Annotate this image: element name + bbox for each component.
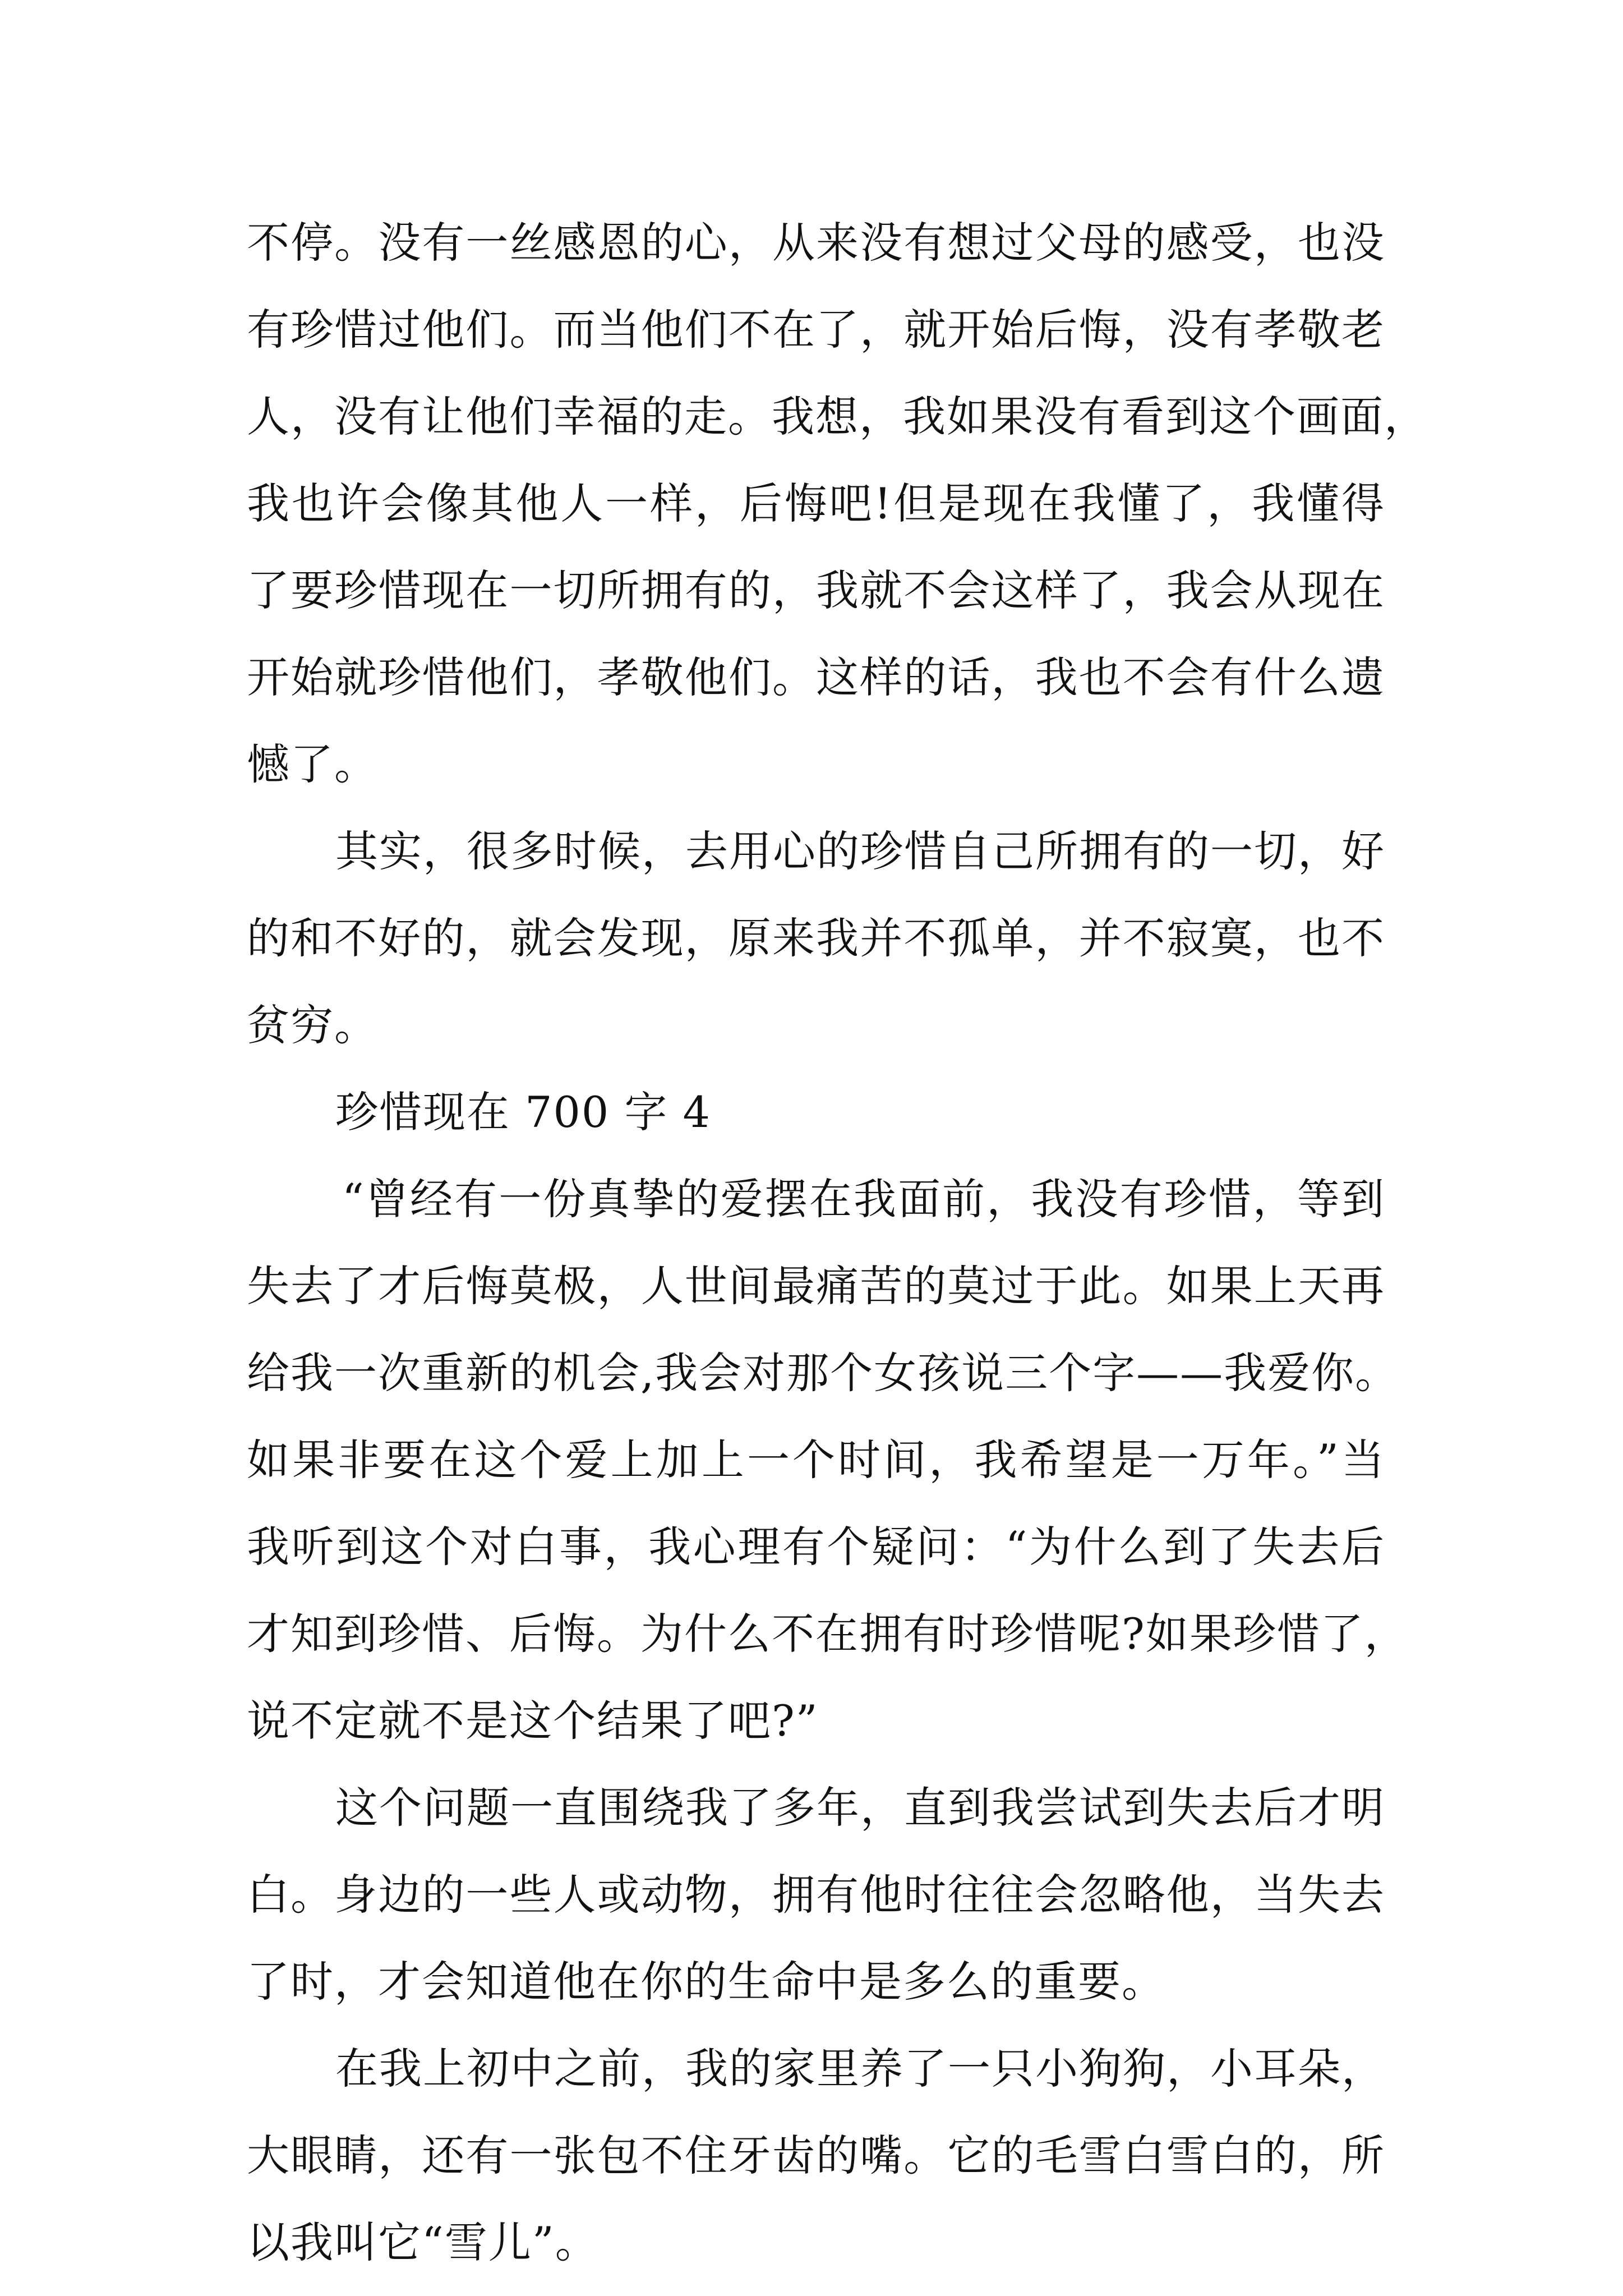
text-line: 人，没有让他们幸福的走。我想，我如果没有看到这个画面，: [247, 392, 1428, 441]
text-line: 大眼睛，还有一张包不住牙齿的嘴。它的毛雪白雪白的，所: [247, 2131, 1385, 2180]
text-line: 开始就珍惜他们，孝敬他们。这样的话，我也不会有什么遗: [247, 652, 1385, 702]
text-line: 了要珍惜现在一切所拥有的，我就不会这样了，我会从现在: [247, 565, 1385, 615]
text-line: 的和不好的，就会发现，原来我并不孤单，并不寂寞，也不: [247, 913, 1385, 963]
paragraph-first-line: 其实，很多时候，去用心的珍惜自己所拥有的一切，好: [335, 826, 1385, 876]
text-line: 给我一次重新的机会,我会对那个女孩说三个字——我爱你。: [247, 1348, 1399, 1398]
section-heading: 珍惜现在 700 字 4: [335, 1087, 711, 1137]
text-line: 了时，才会知道他在你的生命中是多么的重要。: [247, 1957, 1165, 2007]
text-line: 失去了才后悔莫极，人世间最痛苦的莫过于此。如果上天再: [247, 1261, 1385, 1311]
paragraph-first-line: 在我上初中之前，我的家里养了一只小狗狗，小耳朵，: [335, 2044, 1385, 2093]
text-line: 有珍惜过他们。而当他们不在了，就开始后悔，没有孝敬老: [247, 305, 1385, 355]
text-line: 说不定就不是这个结果了吧?”: [247, 1696, 819, 1746]
text-line: 以我叫它“雪儿”。: [247, 2217, 599, 2267]
text-line: 憾了。: [247, 739, 378, 789]
text-line: 我听到这个对白事，我心理有个疑问：“为什么到了失去后: [247, 1522, 1385, 1572]
text-line: 如果非要在这个爱上加上一个时间，我希望是一万年。”当: [247, 1435, 1385, 1485]
text-line: 贫穷。: [247, 1000, 378, 1050]
paragraph-first-line: “曾经有一份真挚的爱摆在我面前，我没有珍惜，等到: [342, 1174, 1385, 1224]
paragraph-first-line: 这个问题一直围绕我了多年，直到我尝试到失去后才明: [335, 1783, 1385, 1833]
text-line: 才知到珍惜、后悔。为什么不在拥有时珍惜呢?如果珍惜了，: [247, 1609, 1408, 1659]
text-line: 我也许会像其他人一样，后悔吧!但是现在我懂了，我懂得: [247, 478, 1385, 528]
text-line: 不停。没有一丝感恩的心，从来没有想过父母的感受，也没: [247, 218, 1385, 268]
text-line: 白。身边的一些人或动物，拥有他时往往会忽略他，当失去: [247, 1870, 1385, 1920]
